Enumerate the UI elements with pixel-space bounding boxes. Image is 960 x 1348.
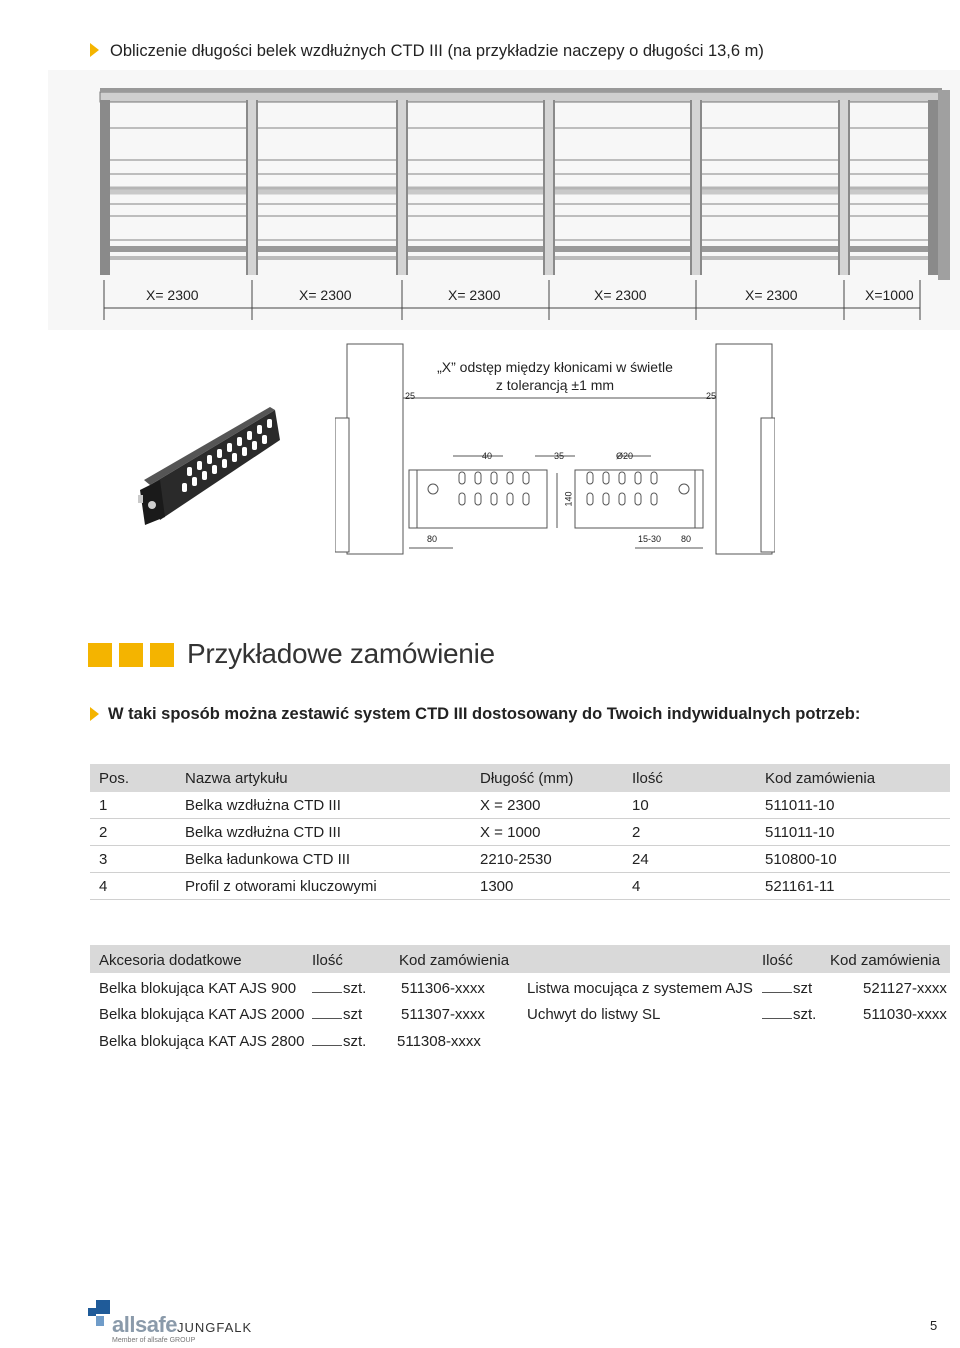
spacing-label-2: X= 2300	[296, 287, 355, 303]
table-row	[90, 846, 950, 873]
acc-item-name: Belka blokująca KAT AJS 900	[99, 980, 297, 997]
cell-name: Profil z otworami kluczowymi	[176, 873, 471, 900]
dim-80-left: 80	[427, 534, 438, 544]
header-pos: Pos.	[90, 764, 176, 792]
spacing-label-4: X= 2300	[591, 287, 650, 303]
acc-item-name: Listwa mocująca z systemem AJS	[527, 980, 753, 997]
header-name: Nazwa artykułu	[176, 764, 471, 792]
spacing-note-line1: „X” odstęp między kłonicami w świetle	[437, 359, 673, 375]
acc-item-qty	[762, 1006, 816, 1023]
section-subheading: W taki sposób można zestawić system CTD III dostosowany do Twoich indywidualnych potrzeb:	[108, 705, 861, 723]
dim-80-right: 80	[681, 534, 692, 544]
qty-blank-line	[312, 1006, 342, 1019]
cell-code: 511011-10	[756, 819, 950, 846]
company-logo	[88, 1300, 288, 1348]
cell-qty: 24	[623, 846, 756, 873]
acc-item-unit: szt	[793, 980, 813, 997]
table-row	[90, 873, 950, 900]
logo-main: allsafe	[112, 1312, 177, 1337]
qty-blank-line	[312, 1033, 342, 1046]
table-row	[90, 819, 950, 846]
accent-square-1	[88, 643, 112, 667]
acc-header-code-2: Kod zamówienia	[830, 952, 941, 969]
beam-product-image	[130, 405, 285, 530]
cell-name: Belka ładunkowa CTD III	[176, 846, 471, 873]
cell-code: 510800-10	[756, 846, 950, 873]
cell-code: 521161-11	[756, 873, 950, 900]
cell-pos: 2	[90, 819, 176, 846]
qty-blank-line	[762, 1006, 792, 1019]
acc-header-qty-2: Ilość	[762, 952, 793, 969]
spacing-label-1: X= 2300	[143, 287, 202, 303]
logo-brand: JUNGFALK	[177, 1320, 253, 1335]
orders-table-header	[90, 764, 950, 792]
spacing-label-3: X= 2300	[445, 287, 504, 303]
acc-header-qty: Ilość	[312, 952, 343, 969]
dim-diameter-20: Ø20	[616, 451, 634, 461]
cell-qty: 2	[623, 819, 756, 846]
cell-code: 511011-10	[756, 792, 950, 819]
spacing-label-5: X= 2300	[742, 287, 801, 303]
acc-item-unit: szt.	[343, 1033, 367, 1050]
header-code: Kod zamówienia	[756, 764, 950, 792]
logo-subtitle: Member of allsafe GROUP	[112, 1337, 196, 1344]
spacing-note-line2: z tolerancją ±1 mm	[495, 377, 615, 393]
dim-15-30: 15-30	[638, 534, 662, 544]
acc-item-unit: szt	[343, 1006, 363, 1023]
cell-length: X = 2300	[471, 792, 623, 819]
acc-item-name: Belka blokująca KAT AJS 2000	[99, 1006, 305, 1023]
logo-wordmark	[112, 1312, 252, 1338]
acc-item-qty	[312, 1033, 366, 1050]
qty-blank-line	[762, 980, 792, 993]
acc-header-code: Kod zamówienia	[399, 952, 510, 969]
cell-length: X = 1000	[471, 819, 623, 846]
acc-header-name: Akcesoria dodatkowe	[99, 952, 242, 969]
acc-item-qty	[312, 980, 366, 997]
logo-mark-icon	[88, 1300, 110, 1326]
spacing-note	[410, 358, 700, 394]
cell-length: 2210-2530	[471, 846, 623, 873]
acc-item-code: 511030-xxxx	[863, 1006, 947, 1023]
acc-item-name: Uchwyt do listwy SL	[527, 1006, 661, 1023]
dim-40: 40	[482, 451, 493, 461]
accent-square-3	[150, 643, 174, 667]
cell-name: Belka wzdłużna CTD III	[176, 792, 471, 819]
qty-blank-line	[312, 980, 342, 993]
acc-item-name: Belka blokująca KAT AJS 2800	[99, 1033, 305, 1050]
cell-qty: 4	[623, 873, 756, 900]
acc-item-unit: szt.	[793, 1006, 817, 1023]
acc-item-unit: szt.	[343, 980, 367, 997]
page-number: 5	[930, 1318, 938, 1333]
header-length: Długość (mm)	[471, 764, 623, 792]
acc-item-code: 521127-xxxx	[863, 980, 947, 997]
bullet-arrow-icon	[90, 43, 99, 57]
table-row	[90, 792, 950, 819]
spacing-label-6: X=1000	[862, 287, 917, 303]
section-heading-calculation: Obliczenie długości belek wzdłużnych CTD III (na przykładzie naczepy o długości 13,6 m)	[110, 42, 764, 60]
page-title: Przykładowe zamówienie	[187, 638, 495, 669]
header-qty: Ilość	[623, 764, 756, 792]
acc-item-code: 511307-xxxx	[401, 1006, 485, 1023]
cell-length: 1300	[471, 873, 623, 900]
bullet-arrow-icon	[90, 707, 99, 721]
accent-square-2	[119, 643, 143, 667]
cell-name: Belka wzdłużna CTD III	[176, 819, 471, 846]
dim-left-25: 25	[405, 391, 416, 401]
dim-35: 35	[554, 451, 565, 461]
cell-pos: 3	[90, 846, 176, 873]
orders-table	[90, 764, 950, 900]
cell-pos: 4	[90, 873, 176, 900]
acc-item-qty	[762, 980, 812, 997]
cell-qty: 10	[623, 792, 756, 819]
acc-item-qty	[312, 1006, 362, 1023]
beam-product-photo	[130, 405, 285, 530]
acc-item-code: 511306-xxxx	[401, 980, 485, 997]
dim-140: 140	[563, 491, 574, 507]
cell-pos: 1	[90, 792, 176, 819]
acc-item-code: 511308-xxxx	[397, 1033, 481, 1050]
dim-right-25: 25	[706, 391, 717, 401]
